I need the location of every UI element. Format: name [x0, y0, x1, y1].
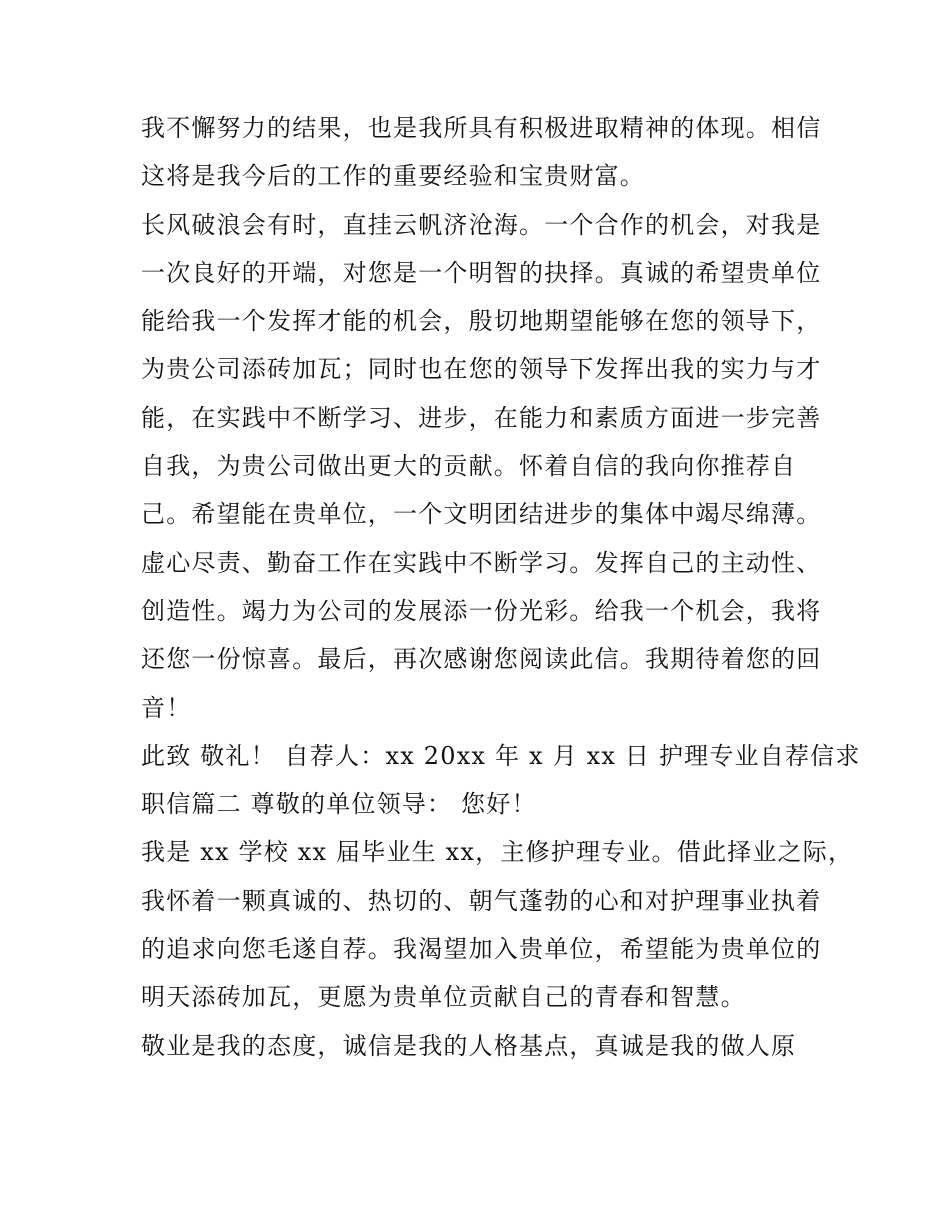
text-line: 能给我一个发挥才能的机会，殷切地期望能够在您的领导下， — [141, 307, 822, 336]
text-line: 的追求向您毛遂自荐。我渴望加入贵单位，希望能为贵单位的 — [141, 935, 822, 964]
text-line: 音！ — [141, 693, 192, 722]
text-line: 长风破浪会有时，直挂云帆济沧海。一个合作的机会，对我是 — [141, 210, 822, 239]
text-line: 我不懈努力的结果，也是我所具有积极进取精神的体现。相信 — [141, 114, 822, 142]
text-line: 虚心尽责、勤奋工作在实践中不断学习。发挥自己的主动性、 — [141, 548, 822, 577]
text-line: 创造性。竭力为公司的发展添一份光彩。给我一个机会，我将 — [141, 596, 822, 625]
text-line: 为贵公司添砖加瓦；同时也在您的领导下发挥出我的实力与才 — [141, 355, 822, 384]
text-line: 还您一份惊喜。最后，再次感谢您阅读此信。我期待着您的回 — [141, 645, 822, 674]
text-line: 明天添砖加瓦，更愿为贵单位贡献自己的青春和智慧。 — [141, 983, 746, 1012]
text-line: 自我，为贵公司做出更大的贡献。怀着自信的我向你推荐自 — [141, 452, 797, 481]
text-line: 我是 xx 学校 xx 届毕业生 xx，主修护理专业。借此择业之际， — [141, 838, 854, 867]
text-line: 己。希望能在贵单位，一个文明团结进步的集体中竭尽绵薄。 — [141, 500, 822, 529]
text-line: 我怀着一颗真诚的、热切的、朝气蓬勃的心和对护理事业执着 — [141, 886, 822, 915]
text-line: 这将是我今后的工作的重要经验和宝贵财富。 — [141, 162, 645, 191]
text-line: 职信篇二 尊敬的单位领导： 您好！ — [141, 790, 537, 819]
text-line: 能，在实践中不断学习、进步，在能力和素质方面进一步完善 — [141, 403, 822, 432]
text-line: 一次良好的开端，对您是一个明智的抉择。真诚的希望贵单位 — [141, 258, 822, 287]
body-text — [141, 104, 861, 1070]
text-line: 此致 敬礼！ 自荐人：xx 20xx 年 x 月 xx 日 护理专业自荐信求 — [141, 741, 861, 770]
text-line: 敬业是我的态度，诚信是我的人格基点，真诚是我的做人原 — [141, 1031, 797, 1060]
